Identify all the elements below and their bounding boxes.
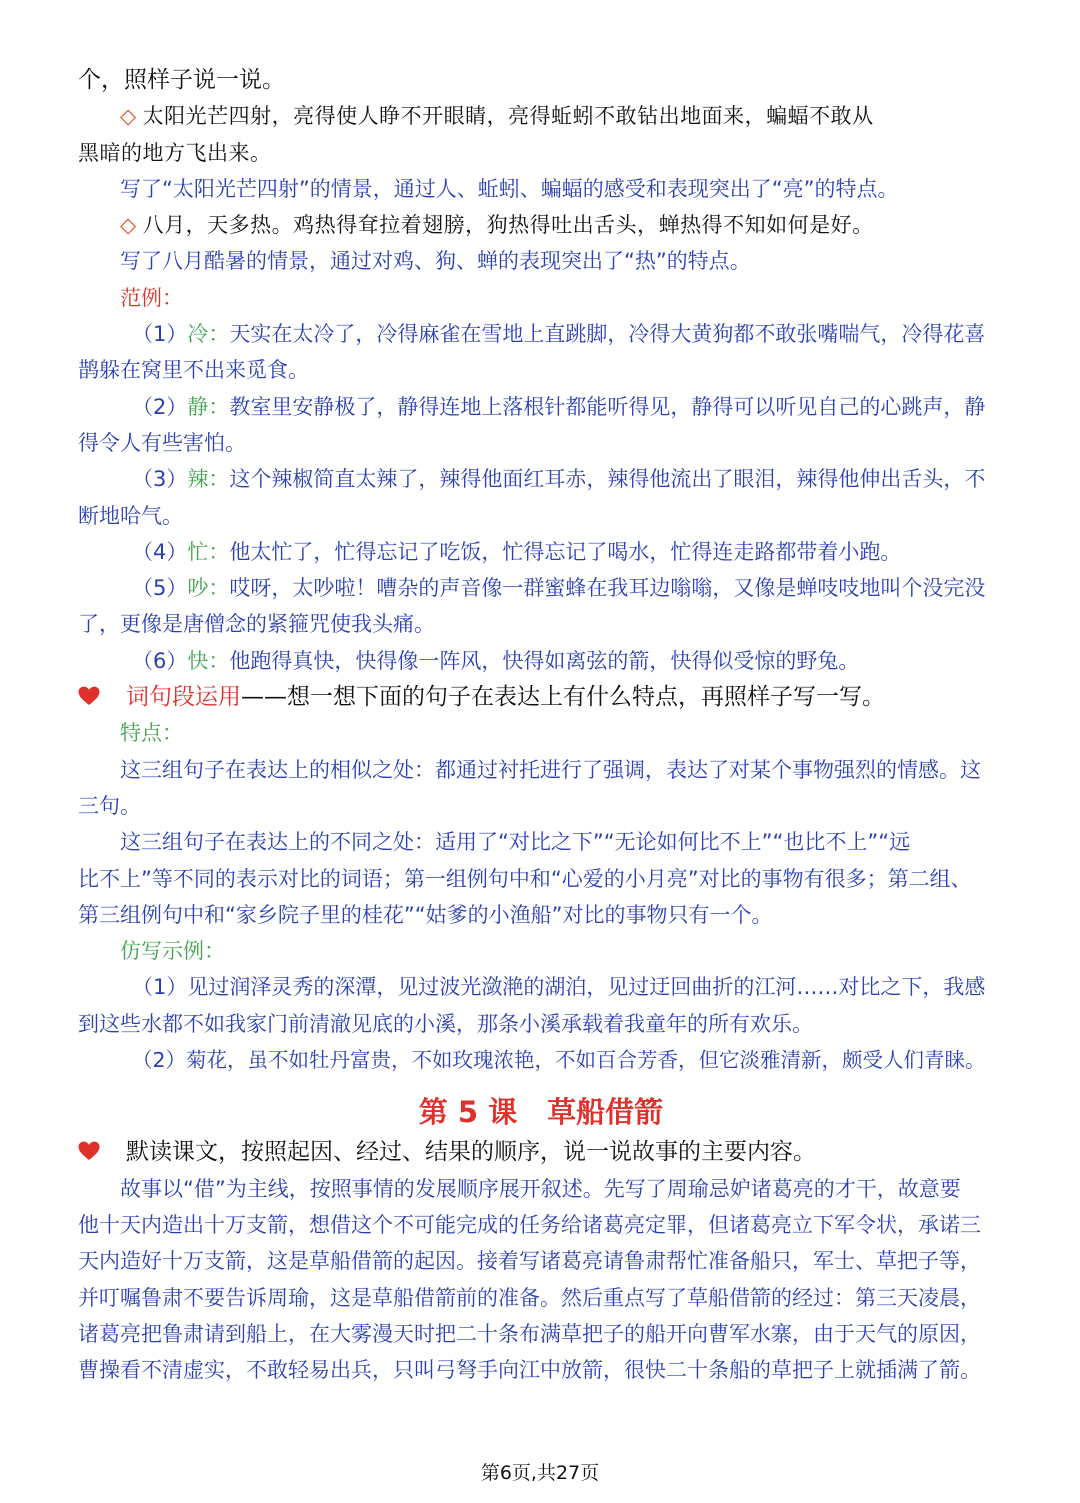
features-label: 特点： [120,721,183,746]
section-heading-practice: 词句段运用——想一想下面的句子在表达上有什么特点，再照样子写一写。 [78,679,1004,715]
imitation-example-2: （2）菊花，虽不如牡丹富贵，不如玫瑰浓艳，不如百合芳香，但它淡雅清新，颇受人们青睐。 [132,1048,986,1073]
example-sentence-1-cont: 黑暗的地方飞出来。 [78,140,272,165]
list-item-cont: 断地哈气。 [78,503,183,528]
list-item: （3）辣：这个辣椒简直太辣了，辣得他面红耳赤，辣得他流出了眼泪，辣得他伸出舌头，不 [132,467,986,492]
summary-line: 并叮嘱鲁肃不要告诉周瑜，这是草船借箭前的准备。然后重点写了草船借箭的经过：第三天凌晨， [78,1285,981,1310]
example-analysis-2: 写了八月酷暑的情景，通过对鸡、狗、蝉的表现突出了“热”的特点。 [120,249,751,274]
features-paragraph-2-cont: 第三组例句中和“家乡院子里的桂花”“姑爹的小渔船”对比的事物只有一个。 [78,902,773,927]
summary-line: 诸葛亮把鲁肃请到船上，在大雾漫天时把二十条布满草把子的船开向曹军水寨，由于天气的原因， [78,1321,981,1346]
summary-line: 他十天内造出十万支箭，想借这个不可能完成的任务给诸葛亮定罪，但诸葛亮立下军令状，承诺三 [78,1212,981,1237]
example-analysis-1: 写了“太阳光芒四射”的情景，通过人、蚯蚓、蝙蝠的感受和表现突出了“亮”的特点。 [120,176,899,201]
features-paragraph-2: 这三组句子在表达上的不同之处：适用了“对比之下”“无论如何比不上”“也比不上”“远 [120,830,911,855]
summary-line: 曹操看不清虚实，不敢轻易出兵，只叫弓弩手向江中放箭，很快二十条船的草把子上就插满了箭。 [78,1358,981,1383]
imitation-label: 仿写示例： [120,939,225,964]
list-item: （4）忙：他太忙了，忙得忘记了吃饭，忙得忘记了喝水，忙得连走路都带着小跑。 [132,539,902,564]
heart-icon [78,1141,100,1161]
diamond-icon: ◇ [120,213,137,238]
features-paragraph-2-cont: 比不上”等不同的表示对比的词语；第一组例句中和“心爱的小月亮”对比的事物有很多；第二组、 [78,866,972,891]
summary-line: 故事以“借”为主线，按照事情的发展顺序展开叙述。先写了周瑜忌妒诸葛亮的才干，故意要 [120,1176,961,1201]
examples-list [78,316,1004,679]
list-item-cont: 了，更像是唐僧念的紧箍咒使我头痛。 [78,612,435,637]
list-item: （2）静：教室里安静极了，静得连地上落根针都能听得见，静得可以听见自己的心跳声，静 [132,394,986,419]
examples-label: 范例： [120,285,183,310]
list-item-cont: 得令人有些害怕。 [78,430,246,455]
page-content [78,62,1004,1388]
list-item: （6）快：他跑得真快，快得像一阵风，快得如离弦的箭，快得似受惊的野兔。 [132,648,860,673]
summary-paragraph [78,1171,1004,1389]
features-paragraph-1: 这三组句子在表达上的相似之处：都通过衬托进行了强调，表达了对某个事物强烈的情感。这 [120,757,981,782]
heart-icon [78,686,100,706]
example-sentence-1: ◇ 太阳光芒四射，亮得使人睁不开眼睛，亮得蚯蚓不敢钻出地面来，蝙蝠不敢从 [120,104,874,129]
imitation-example-1: （1）见过润泽灵秀的深潭，见过波光潋滟的湖泊，见过迂回曲折的江河……对比之下，我感 [132,975,986,1000]
imitation-example-1-cont: 到这些水都不如我家门前清澈见底的小溪，那条小溪承载着我童年的所有欢乐。 [78,1011,813,1036]
diamond-icon: ◇ [120,104,137,129]
lesson-title: 第 5 课 草船借箭 [418,1095,664,1130]
list-item: （1）冷：天实在太冷了，冷得麻雀在雪地上直跳脚，冷得大黄狗都不敢张嘴喘气，冷得花喜 [132,322,986,347]
list-item: （5）吵：哎呀，太吵啦！嘈杂的声音像一群蜜蜂在我耳边嗡嗡，又像是蝉吱吱地叫个没完没 [132,576,986,601]
features-paragraph-1-cont: 三句。 [78,793,141,818]
page-number: 第6页,共27页 [480,1462,600,1484]
example-sentence-2: ◇ 八月，天多热。鸡热得耷拉着翅膀，狗热得吐出舌头，蝉热得不知如何是好。 [120,213,874,238]
top-line: 个，照样子说一说。 [78,67,285,93]
section-heading-summary: 默读课文，按照起因、经过、结果的顺序，说一说故事的主要内容。 [78,1134,1004,1170]
list-item-cont: 鹊躲在窝里不出来觅食。 [78,358,309,383]
summary-line: 天内造好十万支箭，这是草船借箭的起因。接着写诸葛亮请鲁肃帮忙准备船只，军士、草把子等， [78,1249,981,1274]
